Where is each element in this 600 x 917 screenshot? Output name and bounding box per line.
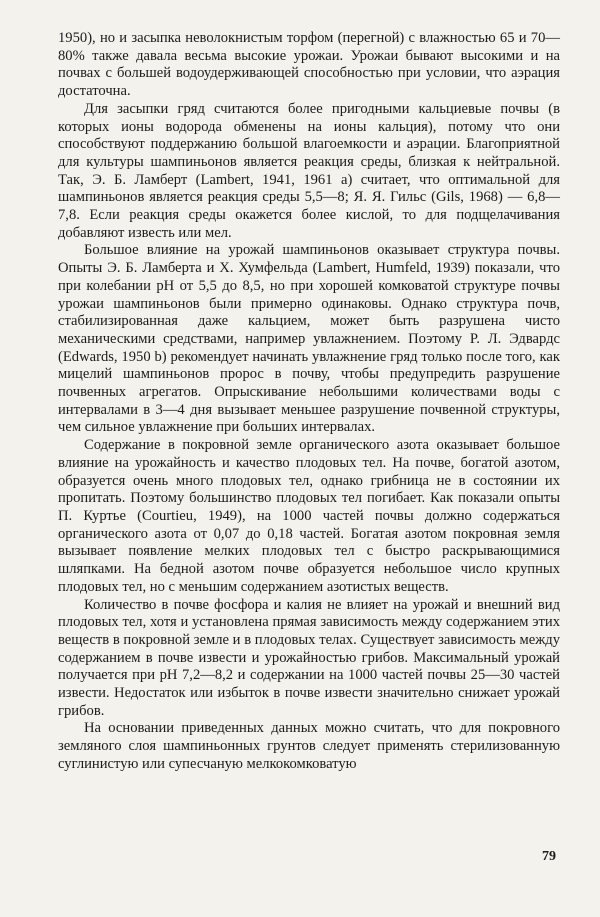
page-body (58, 30, 560, 774)
page-number: 79 (542, 849, 556, 864)
paragraph-calcium-soils: Для засыпки гряд считаются более пригодными кальциевые почвы (в которых ионы водорода обменены на ионы кальция), потому что они способствуют поддержанию большой влагоемкости и аэрации. Благоприятной для культуры шампиньонов является реакция среды, близкая к нейтральной. Так, Э. Б. Ламберт (Lambert, 1941, 1961 а) считает, что оптимальной для шампиньонов является реакция среды 5,5—8; Я. Я. Гильс (Gils, 1968) — 6,8—7,8. Если реакция среды окажется более кислой, то для подщелачивания добавляют известь или мел. (58, 100, 560, 241)
paragraph-organic-nitrogen: Содержание в покровной земле органического азота оказывает большое влияние на урожайность и качество плодовых тел. На почве, богатой азотом, образуется очень много плодовых тел, однако грибница не в состоянии их пропитать. Поэтому большинство плодовых тел погибает. Как показали опыты П. Куртье (Courtieu, 1949), на 1000 частей почвы должно содержаться органического азота от 0,07 до 0,18 частей. Богатая азотом покровная земля вызывает появление мелких плодовых тел с быстро раскрывающимися шляпками. На бедной азотом почве образуется небольшое число крупных плодовых тел, но с меньшим содержанием азотистых веществ. (58, 437, 560, 595)
paragraph-soil-structure: Большое влияние на урожай шампиньонов оказывает структура почвы. Опыты Э. Б. Ламберта и Х. Хумфельда (Lambert, Humfeld, 1939) показали, что при колебании рН от 5,5 до 8,5, но при хорошей комковатой структуре почвы урожаи шампиньонов были примерно одинаковы. Однако структура почв, стабилизированная даже кальцием, может быть разрушена чисто механическими средствами, например увлажнением. Поэтому Р. Л. Эдвардс (Edwards, 1950 b) рекомендует начинать увлажнение гряд только после того, как мицелий шампиньонов пророс в почву, чтобы предупредить разрушение почвенных агрегатов. Опрыскивание небольшими количествами воды с интервалами в 3—4 дня вызывает меньшее разрушение почвенной структуры, чем сильное увлажнение при больших интервалах. (58, 242, 560, 436)
paragraph-phosphorus-potassium: Количество в почве фосфора и калия не влияет на урожай и внешний вид плодовых тел, хотя и установлена прямая зависимость между содержанием этих веществ в покровной земле и в плодовых телах. Существует зависимость между содержанием в почве извести и урожайностью грибов. Максимальный урожай получается при рН 7,2—8,2 и содержании на 1000 частей почвы 25—30 частей извести. Недостаток или избыток в почве извести значительно снижает урожай грибов. (58, 596, 560, 719)
paragraph-continuation: 1950), но и засыпка неволокнистым торфом (перегной) с влажностью 65 и 70—80% также давала весьма высокие урожаи. Урожаи бывают высокими и на почвах с большей водоудерживающей способностью при условии, что аэрация достаточна. (58, 30, 560, 100)
paragraph-conclusion: На основании приведенных данных можно считать, что для покровного земляного слоя шампиньонных грунтов следует применять стерилизованную суглинистую или супесчаную мелкокомковатую (58, 720, 560, 772)
